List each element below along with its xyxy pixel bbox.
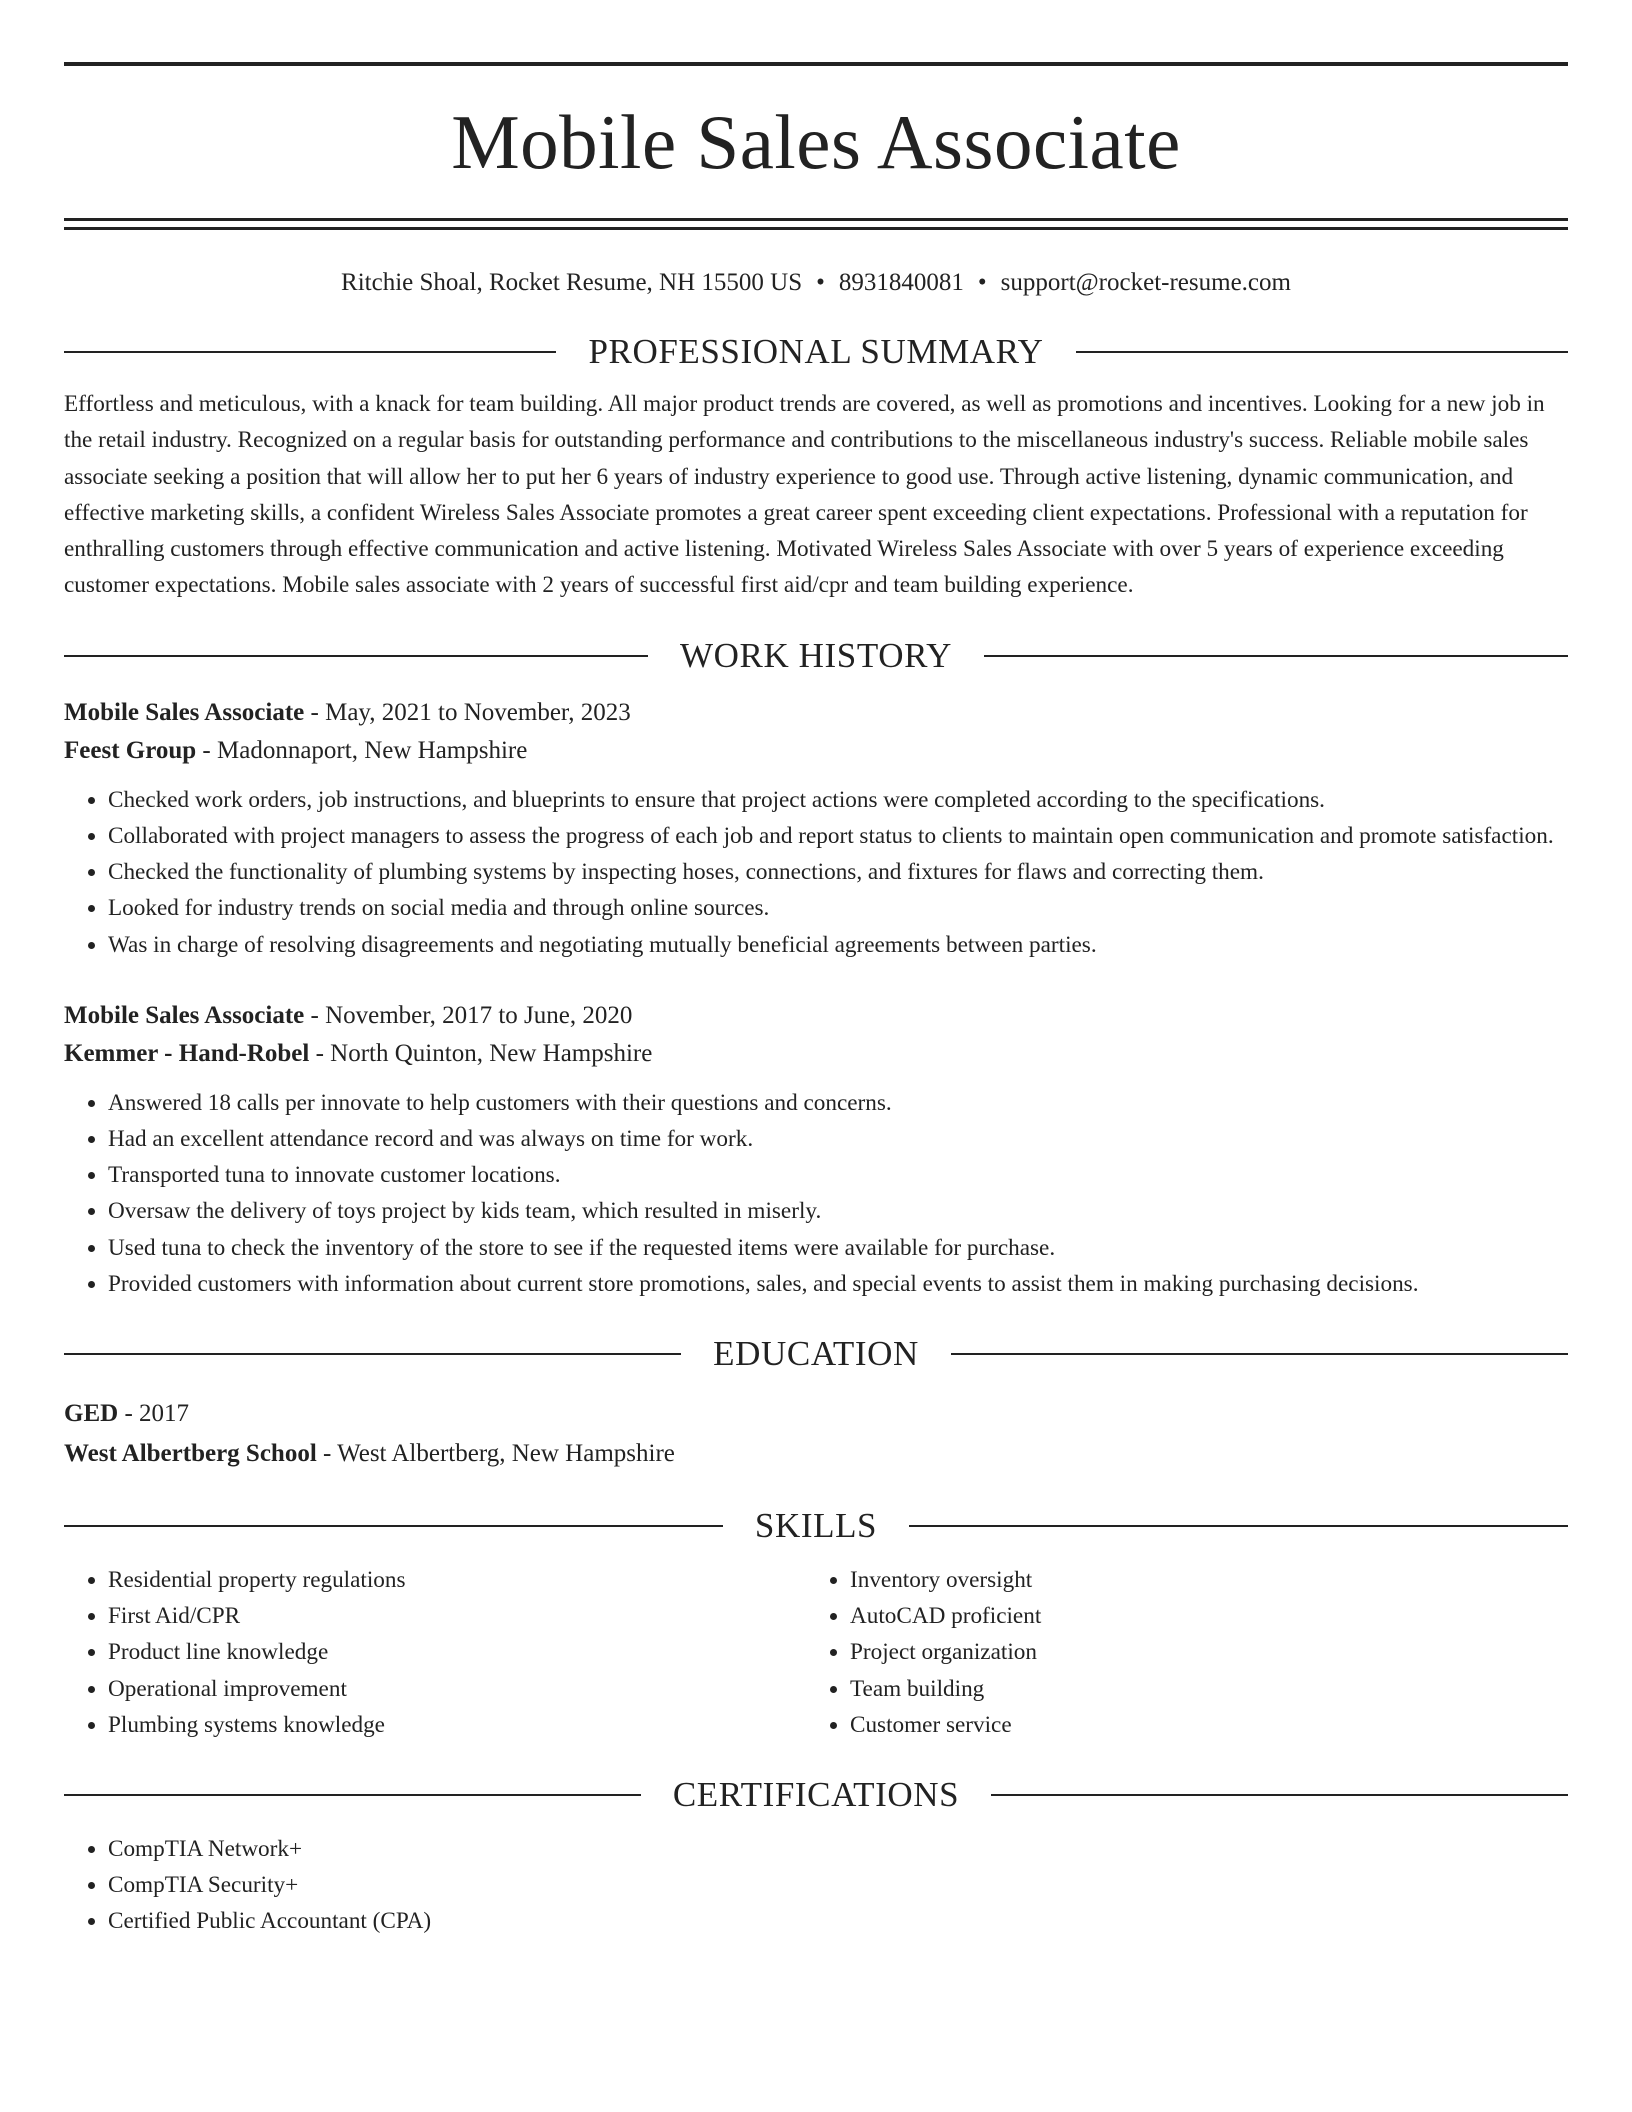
heading-rule — [951, 1353, 1568, 1355]
certification-item: • CompTIA Security+ — [108, 1867, 1568, 1903]
section-heading-summary — [64, 330, 1568, 374]
section-heading-skills — [64, 1504, 1568, 1548]
skill-item: • Plumbing systems knowledge — [108, 1707, 806, 1743]
heading-rule — [64, 1525, 723, 1527]
job-dates: - May, 2021 to November, 2023 — [304, 698, 631, 726]
job-bullets — [64, 782, 1568, 963]
degree-year: - 2017 — [118, 1400, 190, 1428]
contact-separator: • — [816, 269, 825, 296]
list-item: • Provided customers with information about current store promotions, sales, and special events to assist them in making purchasing decisions. — [108, 1266, 1568, 1302]
top-rule — [64, 62, 1568, 66]
section-title-education: EDUCATION — [713, 1334, 919, 1374]
school-location: - West Albertberg, New Hampshire — [316, 1440, 675, 1468]
heading-rule — [991, 1794, 1568, 1796]
skill-item: • Project organization — [850, 1634, 1548, 1670]
job-company: Feest Group — [64, 736, 197, 764]
degree-line — [64, 1394, 1568, 1434]
section-title-work: WORK HISTORY — [680, 635, 952, 675]
cert-bullets — [64, 1831, 1568, 1940]
contact-phone: 8931840081 — [838, 269, 964, 296]
list-item: • Oversaw the delivery of toys project by kids team, which resulted in miserly. — [108, 1193, 1568, 1229]
heading-rule — [64, 655, 648, 657]
job-title: Mobile Sales Associate — [64, 698, 305, 726]
certifications-list — [64, 1831, 1568, 1940]
list-item: • Answered 18 calls per innovate to help customers with their questions and concerns. — [108, 1085, 1568, 1121]
skill-item: • Product line knowledge — [108, 1634, 806, 1670]
section-heading-education — [64, 1332, 1568, 1376]
job-location: - North Quinton, New Hampshire — [309, 1039, 653, 1067]
heading-rule — [984, 655, 1568, 657]
skill-item: • Operational improvement — [108, 1671, 806, 1707]
section-title-skills: SKILLS — [754, 1506, 878, 1546]
section-title-certifications: CERTIFICATIONS — [672, 1775, 960, 1815]
school-line — [64, 1434, 1568, 1474]
skill-item: • First Aid/CPR — [108, 1598, 806, 1634]
job-title-line — [64, 694, 1568, 732]
list-item: • Used tuna to check the inventory of the store to see if the requested items were available for purchase. — [108, 1230, 1568, 1266]
skills-grid — [64, 1562, 1568, 1743]
heading-rule — [64, 351, 556, 353]
education-entry — [64, 1394, 1568, 1474]
skill-item: • Customer service — [850, 1707, 1548, 1743]
list-item: • Checked work orders, job instructions, and blueprints to ensure that project actions were completed according to the specifications. — [108, 782, 1568, 818]
job-bullets — [64, 1085, 1568, 1302]
heading-rule — [64, 1794, 641, 1796]
job-location: - Madonnaport, New Hampshire — [196, 736, 528, 764]
job-company-line — [64, 1035, 1568, 1073]
section-heading-work — [64, 634, 1568, 678]
list-item: • Had an excellent attendance record and was always on time for work. — [108, 1121, 1568, 1157]
list-item: • Transported tuna to innovate customer locations. — [108, 1157, 1568, 1193]
degree: GED — [64, 1400, 119, 1428]
contact-separator: • — [977, 269, 987, 296]
job-entry — [64, 997, 1568, 1302]
skills-column-left — [64, 1562, 806, 1743]
skill-item: • Residential property regulations — [108, 1562, 806, 1598]
summary-text: Effortless and meticulous, with a knack for team building. All major product trends are covered, as well as promotions and incentives. Looking for a new job in the retail industry. Recognized on a regular basis for outstanding performance and contributions to the miscellaneous industry's success. Reliable mobile sales associate seeking a position that will allow her to put her 6 years of industry experience to good use. Through active listening, dynamic communication, and effective marketing skills, a confident Wireless Sales Associate promotes a great career spent exceeding client expectations. Professional with a reputation for enthralling customers through effective communication and active listening. Motivated Wireless Sales Associate with over 5 years of experience exceeding customer expectations. Mobile sales associate with 2 years of successful first aid/cpr and team building experience. — [64, 391, 1545, 599]
heading-rule — [1076, 351, 1568, 353]
section-heading-certifications — [64, 1773, 1568, 1817]
list-item: • Was in charge of resolving disagreements and negotiating mutually beneficial agreements between parties. — [108, 927, 1568, 963]
job-dates: - November, 2017 to June, 2020 — [304, 1001, 633, 1029]
contact-email: support@rocket-resume.com — [1000, 269, 1291, 296]
certification-item: • CompTIA Network+ — [108, 1831, 1568, 1867]
skill-item: • Inventory oversight — [850, 1562, 1548, 1598]
job-company-line — [64, 732, 1568, 770]
school-name: West Albertberg School — [64, 1440, 317, 1468]
heading-rule — [909, 1525, 1568, 1527]
list-item: • Checked the functionality of plumbing systems by inspecting hoses, connections, and fixtures for flaws and correcting them. — [108, 854, 1568, 890]
contact-line — [64, 266, 1568, 300]
contact-address: Ritchie Shoal, Rocket Resume, NH 15500 US — [341, 269, 803, 296]
title-double-rule — [64, 218, 1568, 230]
skill-item: • AutoCAD proficient — [850, 1598, 1548, 1634]
job-title-line — [64, 997, 1568, 1035]
section-title-summary: PROFESSIONAL SUMMARY — [588, 332, 1044, 371]
resume-title: Mobile Sales Associate — [451, 99, 1181, 185]
skill-item: • Team building — [850, 1671, 1548, 1707]
job-company: Kemmer - Hand-Robel — [64, 1039, 310, 1067]
skills-column-right — [806, 1562, 1548, 1743]
certification-item: • Certified Public Accountant (CPA) — [108, 1903, 1568, 1939]
job-entry — [64, 694, 1568, 963]
heading-rule — [64, 1353, 681, 1355]
list-item: • Looked for industry trends on social media and through online sources. — [108, 890, 1568, 926]
list-item: • Collaborated with project managers to assess the progress of each job and report status to clients to maintain open communication and promote satisfaction. — [108, 818, 1568, 854]
job-title: Mobile Sales Associate — [64, 1001, 305, 1029]
